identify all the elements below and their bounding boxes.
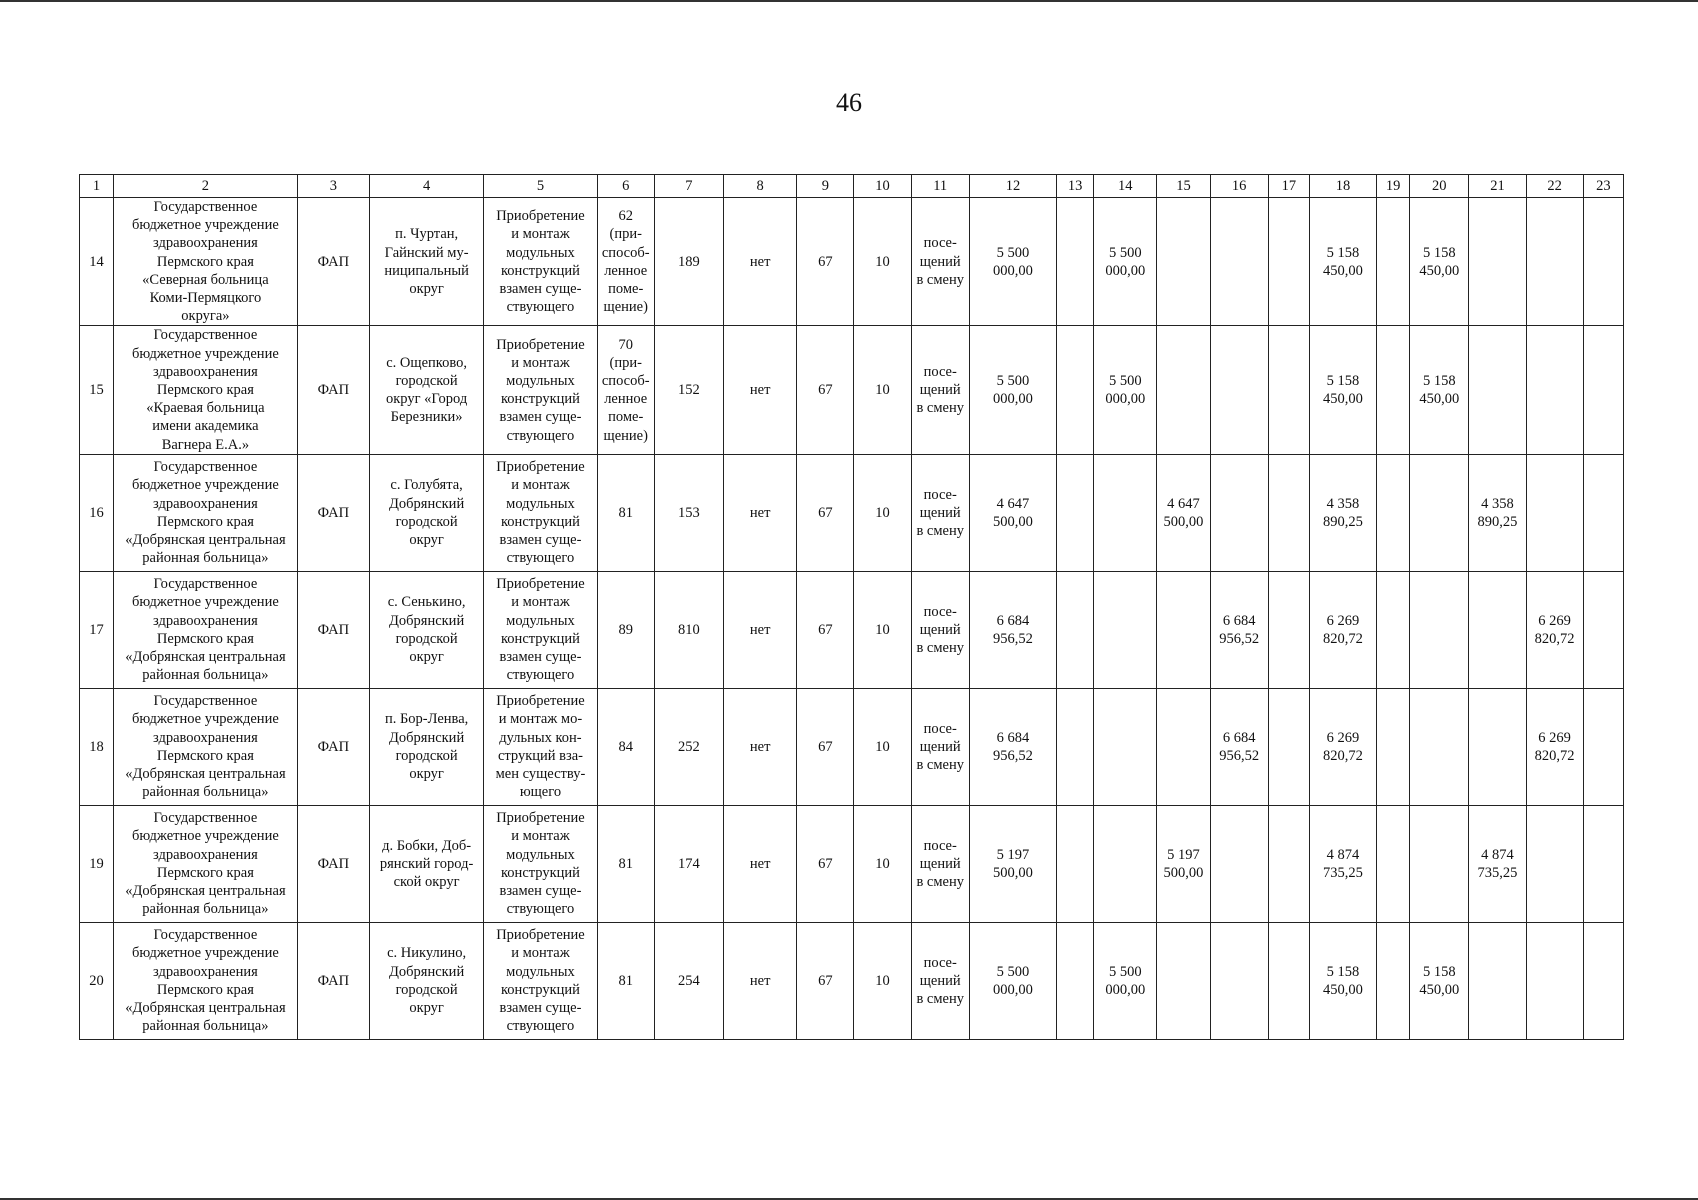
subsidy-cell-23	[1583, 805, 1623, 922]
row-number: 17	[80, 571, 114, 688]
facility-type: ФАП	[297, 688, 369, 805]
cost-cell-14	[1094, 454, 1157, 571]
facility-type: ФАП	[297, 198, 369, 326]
column-number: 16	[1210, 175, 1268, 198]
status-cell: нет	[724, 805, 797, 922]
top-scan-edge	[0, 0, 1698, 2]
cost-cell-16	[1210, 326, 1268, 454]
subsidy-cell-22	[1526, 326, 1583, 454]
cost-cell-15	[1157, 922, 1210, 1039]
capacity-cell: 67	[797, 922, 854, 1039]
cost-cell-15	[1157, 326, 1210, 454]
cost-cell-13	[1057, 688, 1094, 805]
table-row	[80, 198, 1624, 326]
subsidy-cell-22: 6 269 820,72	[1526, 688, 1583, 805]
cost-cell-16	[1210, 922, 1268, 1039]
subsidy-cell-21	[1469, 571, 1526, 688]
column-number: 12	[969, 175, 1056, 198]
column-number: 3	[297, 175, 369, 198]
facility-type: ФАП	[297, 326, 369, 454]
cost-cell-13	[1057, 454, 1094, 571]
subsidy-cell-21	[1469, 922, 1526, 1039]
institution-name: Государственное бюджетное учреждение здравоохранения Пермского края «Добрянская центральная районная больница»	[114, 688, 298, 805]
status-cell: нет	[724, 198, 797, 326]
subsidy-cell-21	[1469, 198, 1526, 326]
column-number: 9	[797, 175, 854, 198]
subsidy-total-cell: 5 158 450,00	[1309, 922, 1376, 1039]
subsidy-cell-19	[1377, 326, 1410, 454]
visits-count-cell: 10	[854, 805, 911, 922]
cost-cell-14	[1094, 805, 1157, 922]
work-description: Приобретение и монтаж модульных конструкций взамен суще- ствующего	[484, 805, 597, 922]
column-number: 11	[911, 175, 969, 198]
facility-type: ФАП	[297, 805, 369, 922]
subsidy-cell-20	[1410, 454, 1469, 571]
subsidy-cell-23	[1583, 454, 1623, 571]
subsidy-cell-19	[1377, 805, 1410, 922]
cost-cell-17	[1268, 198, 1309, 326]
column-number: 5	[484, 175, 597, 198]
total-cost-cell: 5 500 000,00	[969, 198, 1056, 326]
subsidy-cell-22	[1526, 198, 1583, 326]
column-number-row	[80, 175, 1624, 198]
cost-cell-14: 5 500 000,00	[1094, 922, 1157, 1039]
visits-unit-cell: посе- щений в смену	[911, 688, 969, 805]
subsidy-cell-23	[1583, 326, 1623, 454]
column-number: 7	[654, 175, 723, 198]
work-description: Приобретение и монтаж модульных конструкций взамен суще- ствующего	[484, 454, 597, 571]
subsidy-cell-19	[1377, 198, 1410, 326]
facility-location: п. Бор-Ленва, Добрянский городской округ	[369, 688, 483, 805]
table-row	[80, 805, 1624, 922]
table-row	[80, 454, 1624, 571]
work-description: Приобретение и монтаж модульных конструкций взамен суще- ствующего	[484, 571, 597, 688]
subsidy-cell-19	[1377, 688, 1410, 805]
status-cell: нет	[724, 571, 797, 688]
cost-cell-13	[1057, 805, 1094, 922]
page-number: 46	[836, 88, 862, 117]
subsidy-cell-22	[1526, 922, 1583, 1039]
population-cell: 152	[654, 326, 723, 454]
subsidy-total-cell: 4 358 890,25	[1309, 454, 1376, 571]
cost-cell-15: 5 197 500,00	[1157, 805, 1210, 922]
subsidy-cell-22: 6 269 820,72	[1526, 571, 1583, 688]
subsidy-cell-20	[1410, 571, 1469, 688]
column-number: 15	[1157, 175, 1210, 198]
cost-cell-14	[1094, 571, 1157, 688]
cost-cell-14	[1094, 688, 1157, 805]
row-number: 14	[80, 198, 114, 326]
subsidy-cell-20: 5 158 450,00	[1410, 326, 1469, 454]
subsidy-cell-21	[1469, 326, 1526, 454]
subsidy-cell-23	[1583, 198, 1623, 326]
facility-type: ФАП	[297, 571, 369, 688]
subsidy-total-cell: 5 158 450,00	[1309, 198, 1376, 326]
visits-count-cell: 10	[854, 571, 911, 688]
visits-unit-cell: посе- щений в смену	[911, 571, 969, 688]
subsidy-cell-23	[1583, 688, 1623, 805]
column-number: 23	[1583, 175, 1623, 198]
cost-cell-13	[1057, 922, 1094, 1039]
row-number: 16	[80, 454, 114, 571]
visits-count-cell: 10	[854, 326, 911, 454]
row-number: 20	[80, 922, 114, 1039]
work-description: Приобретение и монтаж мо- дульных кон- струкций вза- мен существу- ющего	[484, 688, 597, 805]
table-row	[80, 688, 1624, 805]
cost-cell-15	[1157, 571, 1210, 688]
cost-cell-16: 6 684 956,52	[1210, 571, 1268, 688]
column-number: 2	[114, 175, 298, 198]
area-cell: 81	[597, 922, 654, 1039]
capacity-cell: 67	[797, 198, 854, 326]
cost-cell-16: 6 684 956,52	[1210, 688, 1268, 805]
total-cost-cell: 5 197 500,00	[969, 805, 1056, 922]
institution-name: Государственное бюджетное учреждение здравоохранения Пермского края «Добрянская центральная районная больница»	[114, 571, 298, 688]
status-cell: нет	[724, 326, 797, 454]
column-number: 14	[1094, 175, 1157, 198]
facility-location: с. Никулино, Добрянский городской округ	[369, 922, 483, 1039]
table-body	[80, 175, 1624, 1040]
population-cell: 810	[654, 571, 723, 688]
total-cost-cell: 5 500 000,00	[969, 922, 1056, 1039]
subsidy-cell-21: 4 874 735,25	[1469, 805, 1526, 922]
subsidy-cell-19	[1377, 571, 1410, 688]
subsidy-cell-21: 4 358 890,25	[1469, 454, 1526, 571]
facilities-table	[79, 174, 1624, 1040]
area-cell: 81	[597, 805, 654, 922]
column-number: 18	[1309, 175, 1376, 198]
subsidy-total-cell: 6 269 820,72	[1309, 688, 1376, 805]
subsidy-total-cell: 5 158 450,00	[1309, 326, 1376, 454]
column-number: 19	[1377, 175, 1410, 198]
subsidy-cell-20: 5 158 450,00	[1410, 922, 1469, 1039]
visits-unit-cell: посе- щений в смену	[911, 805, 969, 922]
capacity-cell: 67	[797, 454, 854, 571]
work-description: Приобретение и монтаж модульных конструкций взамен суще- ствующего	[484, 326, 597, 454]
area-cell: 62 (при- способ- ленное поме- щение)	[597, 198, 654, 326]
column-number: 20	[1410, 175, 1469, 198]
column-number: 8	[724, 175, 797, 198]
cost-cell-17	[1268, 688, 1309, 805]
institution-name: Государственное бюджетное учреждение здравоохранения Пермского края «Северная больница Коми-Пермяцкого округа»	[114, 198, 298, 326]
table-row	[80, 326, 1624, 454]
column-number: 4	[369, 175, 483, 198]
area-cell: 70 (при- способ- ленное поме- щение)	[597, 326, 654, 454]
cost-cell-16	[1210, 805, 1268, 922]
subsidy-total-cell: 6 269 820,72	[1309, 571, 1376, 688]
total-cost-cell: 5 500 000,00	[969, 326, 1056, 454]
facility-location: д. Бобки, Доб- рянский город- ской округ	[369, 805, 483, 922]
table-row	[80, 922, 1624, 1039]
facility-location: с. Голубята, Добрянский городской округ	[369, 454, 483, 571]
subsidy-cell-20	[1410, 688, 1469, 805]
population-cell: 174	[654, 805, 723, 922]
institution-name: Государственное бюджетное учреждение здравоохранения Пермского края «Добрянская центральная районная больница»	[114, 454, 298, 571]
subsidy-cell-23	[1583, 922, 1623, 1039]
column-number: 10	[854, 175, 911, 198]
cost-cell-13	[1057, 198, 1094, 326]
facility-type: ФАП	[297, 922, 369, 1039]
cost-cell-17	[1268, 454, 1309, 571]
area-cell: 81	[597, 454, 654, 571]
visits-unit-cell: посе- щений в смену	[911, 198, 969, 326]
cost-cell-13	[1057, 326, 1094, 454]
total-cost-cell: 4 647 500,00	[969, 454, 1056, 571]
work-description: Приобретение и монтаж модульных конструкций взамен суще- ствующего	[484, 198, 597, 326]
cost-cell-17	[1268, 326, 1309, 454]
cost-cell-14: 5 500 000,00	[1094, 326, 1157, 454]
facility-type: ФАП	[297, 454, 369, 571]
subsidy-cell-20: 5 158 450,00	[1410, 198, 1469, 326]
table-row	[80, 571, 1624, 688]
visits-unit-cell: посе- щений в смену	[911, 454, 969, 571]
institution-name: Государственное бюджетное учреждение здравоохранения Пермского края «Краевая больница имени академика Вагнера Е.А.»	[114, 326, 298, 454]
facility-location: с. Сенькино, Добрянский городской округ	[369, 571, 483, 688]
visits-unit-cell: посе- щений в смену	[911, 326, 969, 454]
population-cell: 254	[654, 922, 723, 1039]
column-number: 22	[1526, 175, 1583, 198]
visits-count-cell: 10	[854, 198, 911, 326]
cost-cell-17	[1268, 571, 1309, 688]
status-cell: нет	[724, 688, 797, 805]
row-number: 15	[80, 326, 114, 454]
visits-count-cell: 10	[854, 922, 911, 1039]
visits-count-cell: 10	[854, 454, 911, 571]
capacity-cell: 67	[797, 805, 854, 922]
column-number: 6	[597, 175, 654, 198]
status-cell: нет	[724, 454, 797, 571]
area-cell: 89	[597, 571, 654, 688]
total-cost-cell: 6 684 956,52	[969, 571, 1056, 688]
total-cost-cell: 6 684 956,52	[969, 688, 1056, 805]
visits-count-cell: 10	[854, 688, 911, 805]
cost-cell-13	[1057, 571, 1094, 688]
capacity-cell: 67	[797, 326, 854, 454]
cost-cell-15: 4 647 500,00	[1157, 454, 1210, 571]
row-number: 18	[80, 688, 114, 805]
status-cell: нет	[724, 922, 797, 1039]
row-number: 19	[80, 805, 114, 922]
population-cell: 153	[654, 454, 723, 571]
subsidy-cell-23	[1583, 571, 1623, 688]
column-number: 13	[1057, 175, 1094, 198]
subsidy-cell-21	[1469, 688, 1526, 805]
column-number: 1	[80, 175, 114, 198]
capacity-cell: 67	[797, 688, 854, 805]
area-cell: 84	[597, 688, 654, 805]
subsidy-cell-19	[1377, 922, 1410, 1039]
column-number: 21	[1469, 175, 1526, 198]
subsidy-total-cell: 4 874 735,25	[1309, 805, 1376, 922]
subsidy-cell-22	[1526, 805, 1583, 922]
facility-location: п. Чуртан, Гайнский му- ниципальный округ	[369, 198, 483, 326]
subsidy-cell-22	[1526, 454, 1583, 571]
cost-cell-14: 5 500 000,00	[1094, 198, 1157, 326]
cost-cell-16	[1210, 454, 1268, 571]
institution-name: Государственное бюджетное учреждение здравоохранения Пермского края «Добрянская центральная районная больница»	[114, 805, 298, 922]
work-description: Приобретение и монтаж модульных конструкций взамен суще- ствующего	[484, 922, 597, 1039]
population-cell: 252	[654, 688, 723, 805]
facility-location: с. Ощепково, городской округ «Город Березники»	[369, 326, 483, 454]
visits-unit-cell: посе- щений в смену	[911, 922, 969, 1039]
cost-cell-17	[1268, 922, 1309, 1039]
cost-cell-17	[1268, 805, 1309, 922]
subsidy-cell-19	[1377, 454, 1410, 571]
cost-cell-15	[1157, 688, 1210, 805]
cost-cell-15	[1157, 198, 1210, 326]
column-number: 17	[1268, 175, 1309, 198]
cost-cell-16	[1210, 198, 1268, 326]
population-cell: 189	[654, 198, 723, 326]
capacity-cell: 67	[797, 571, 854, 688]
institution-name: Государственное бюджетное учреждение здравоохранения Пермского края «Добрянская центральная районная больница»	[114, 922, 298, 1039]
subsidy-cell-20	[1410, 805, 1469, 922]
